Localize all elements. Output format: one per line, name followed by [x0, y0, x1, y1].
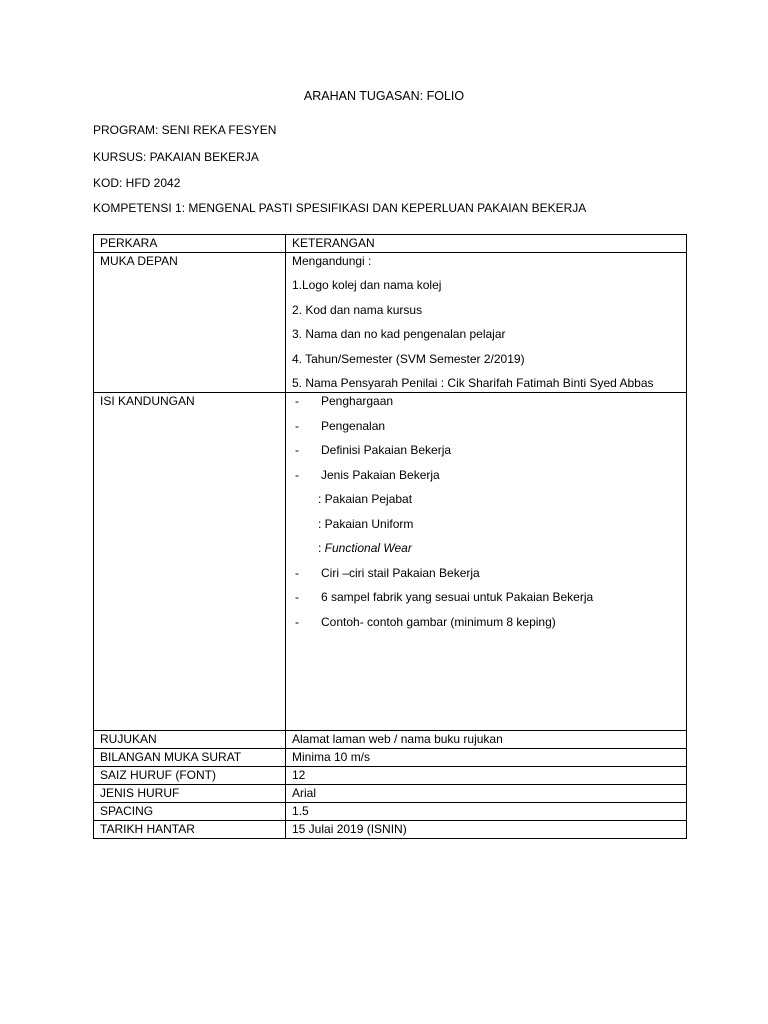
bullet-text: Definisi Pakaian Bekerja [321, 443, 452, 457]
bullet-dash: - [295, 614, 299, 629]
program-line: PROGRAM: SENI REKA FESYEN [93, 123, 277, 137]
row-value: Minima 10 m/s [286, 749, 687, 767]
table-row [94, 785, 687, 803]
kompetensi-line: KOMPETENSI 1: MENGENAL PASTI SPESIFIKASI DAN KEPERLUAN PAKAIAN BEKERJA [93, 201, 587, 215]
list-item [292, 442, 680, 467]
header-perkara: PERKARA [94, 235, 286, 253]
row-value: 15 Julai 2019 (ISNIN) [286, 821, 687, 839]
list-item: 4. Tahun/Semester (SVM Semester 2/2019) [292, 351, 525, 366]
row-value: 12 [286, 767, 687, 785]
list-item [292, 589, 680, 614]
isi-kandungan-content [286, 393, 687, 731]
bullet-dash: - [295, 394, 299, 408]
kod-line: KOD: HFD 2042 [93, 176, 181, 190]
muka-depan-content [286, 253, 687, 393]
document-title: ARAHAN TUGASAN: FOLIO [303, 89, 465, 103]
bullet-text: Contoh- contoh gambar (minimum 8 keping) [321, 614, 556, 629]
row-label: JENIS HURUF [94, 785, 286, 803]
row-value: 1.5 [286, 803, 687, 821]
row-label: SPACING [94, 803, 286, 821]
sub-item: : Pakaian Uniform [318, 516, 414, 531]
table-row [94, 767, 687, 785]
bullet-text: 6 sampel fabrik yang sesuai untuk Pakaian Bekerja [321, 590, 594, 604]
sub-item-text: Functional Wear [324, 541, 412, 555]
row-value: Arial [286, 785, 687, 803]
row-label: SAIZ HURUF (FONT) [94, 767, 286, 785]
list-item [292, 467, 680, 492]
bullet-dash: - [295, 443, 299, 457]
isi-kandungan-label: ISI KANDUNGAN [94, 393, 286, 731]
table-row [94, 731, 687, 749]
bullet-text: Penghargaan [321, 394, 394, 408]
list-item: Mengandungi : [292, 254, 372, 268]
bullet-dash: - [295, 590, 299, 604]
table-row-muka-depan [94, 253, 687, 393]
sub-item [292, 540, 680, 565]
bullet-text: Jenis Pakaian Bekerja [321, 467, 440, 482]
list-item: 2. Kod dan nama kursus [292, 302, 423, 317]
bullet-dash: - [295, 467, 299, 482]
table-row-isi-kandungan [94, 393, 687, 731]
muka-depan-label: MUKA DEPAN [94, 253, 286, 393]
table-row [94, 803, 687, 821]
list-item [292, 418, 680, 443]
bullet-text: Pengenalan [321, 418, 386, 433]
row-label: RUJUKAN [94, 731, 286, 749]
table-row [94, 749, 687, 767]
table-row [94, 821, 687, 839]
list-item: 5. Nama Pensyarah Penilai : Cik Sharifah Fatimah Binti Syed Abbas [292, 376, 654, 390]
row-label: TARIKH HANTAR [94, 821, 286, 839]
bullet-dash: - [295, 418, 299, 433]
list-item [292, 393, 680, 418]
row-value: Alamat laman web / nama buku rujukan [286, 731, 687, 749]
sub-item-prefix: : [318, 541, 325, 555]
table-header-row [94, 235, 687, 253]
row-label: BILANGAN MUKA SURAT [94, 749, 286, 767]
list-item: 3. Nama dan no kad pengenalan pelajar [292, 327, 506, 341]
bullet-dash: - [295, 565, 299, 580]
bullet-text: Ciri –ciri stail Pakaian Bekerja [321, 565, 480, 580]
sub-item: : Pakaian Pejabat [318, 492, 413, 506]
list-item [292, 565, 680, 590]
assignment-table [93, 234, 687, 839]
list-item: 1.Logo kolej dan nama kolej [292, 278, 442, 292]
kursus-line: KURSUS: PAKAIAN BEKERJA [93, 150, 259, 164]
header-keterangan: KETERANGAN [286, 235, 687, 253]
list-item [292, 614, 680, 639]
